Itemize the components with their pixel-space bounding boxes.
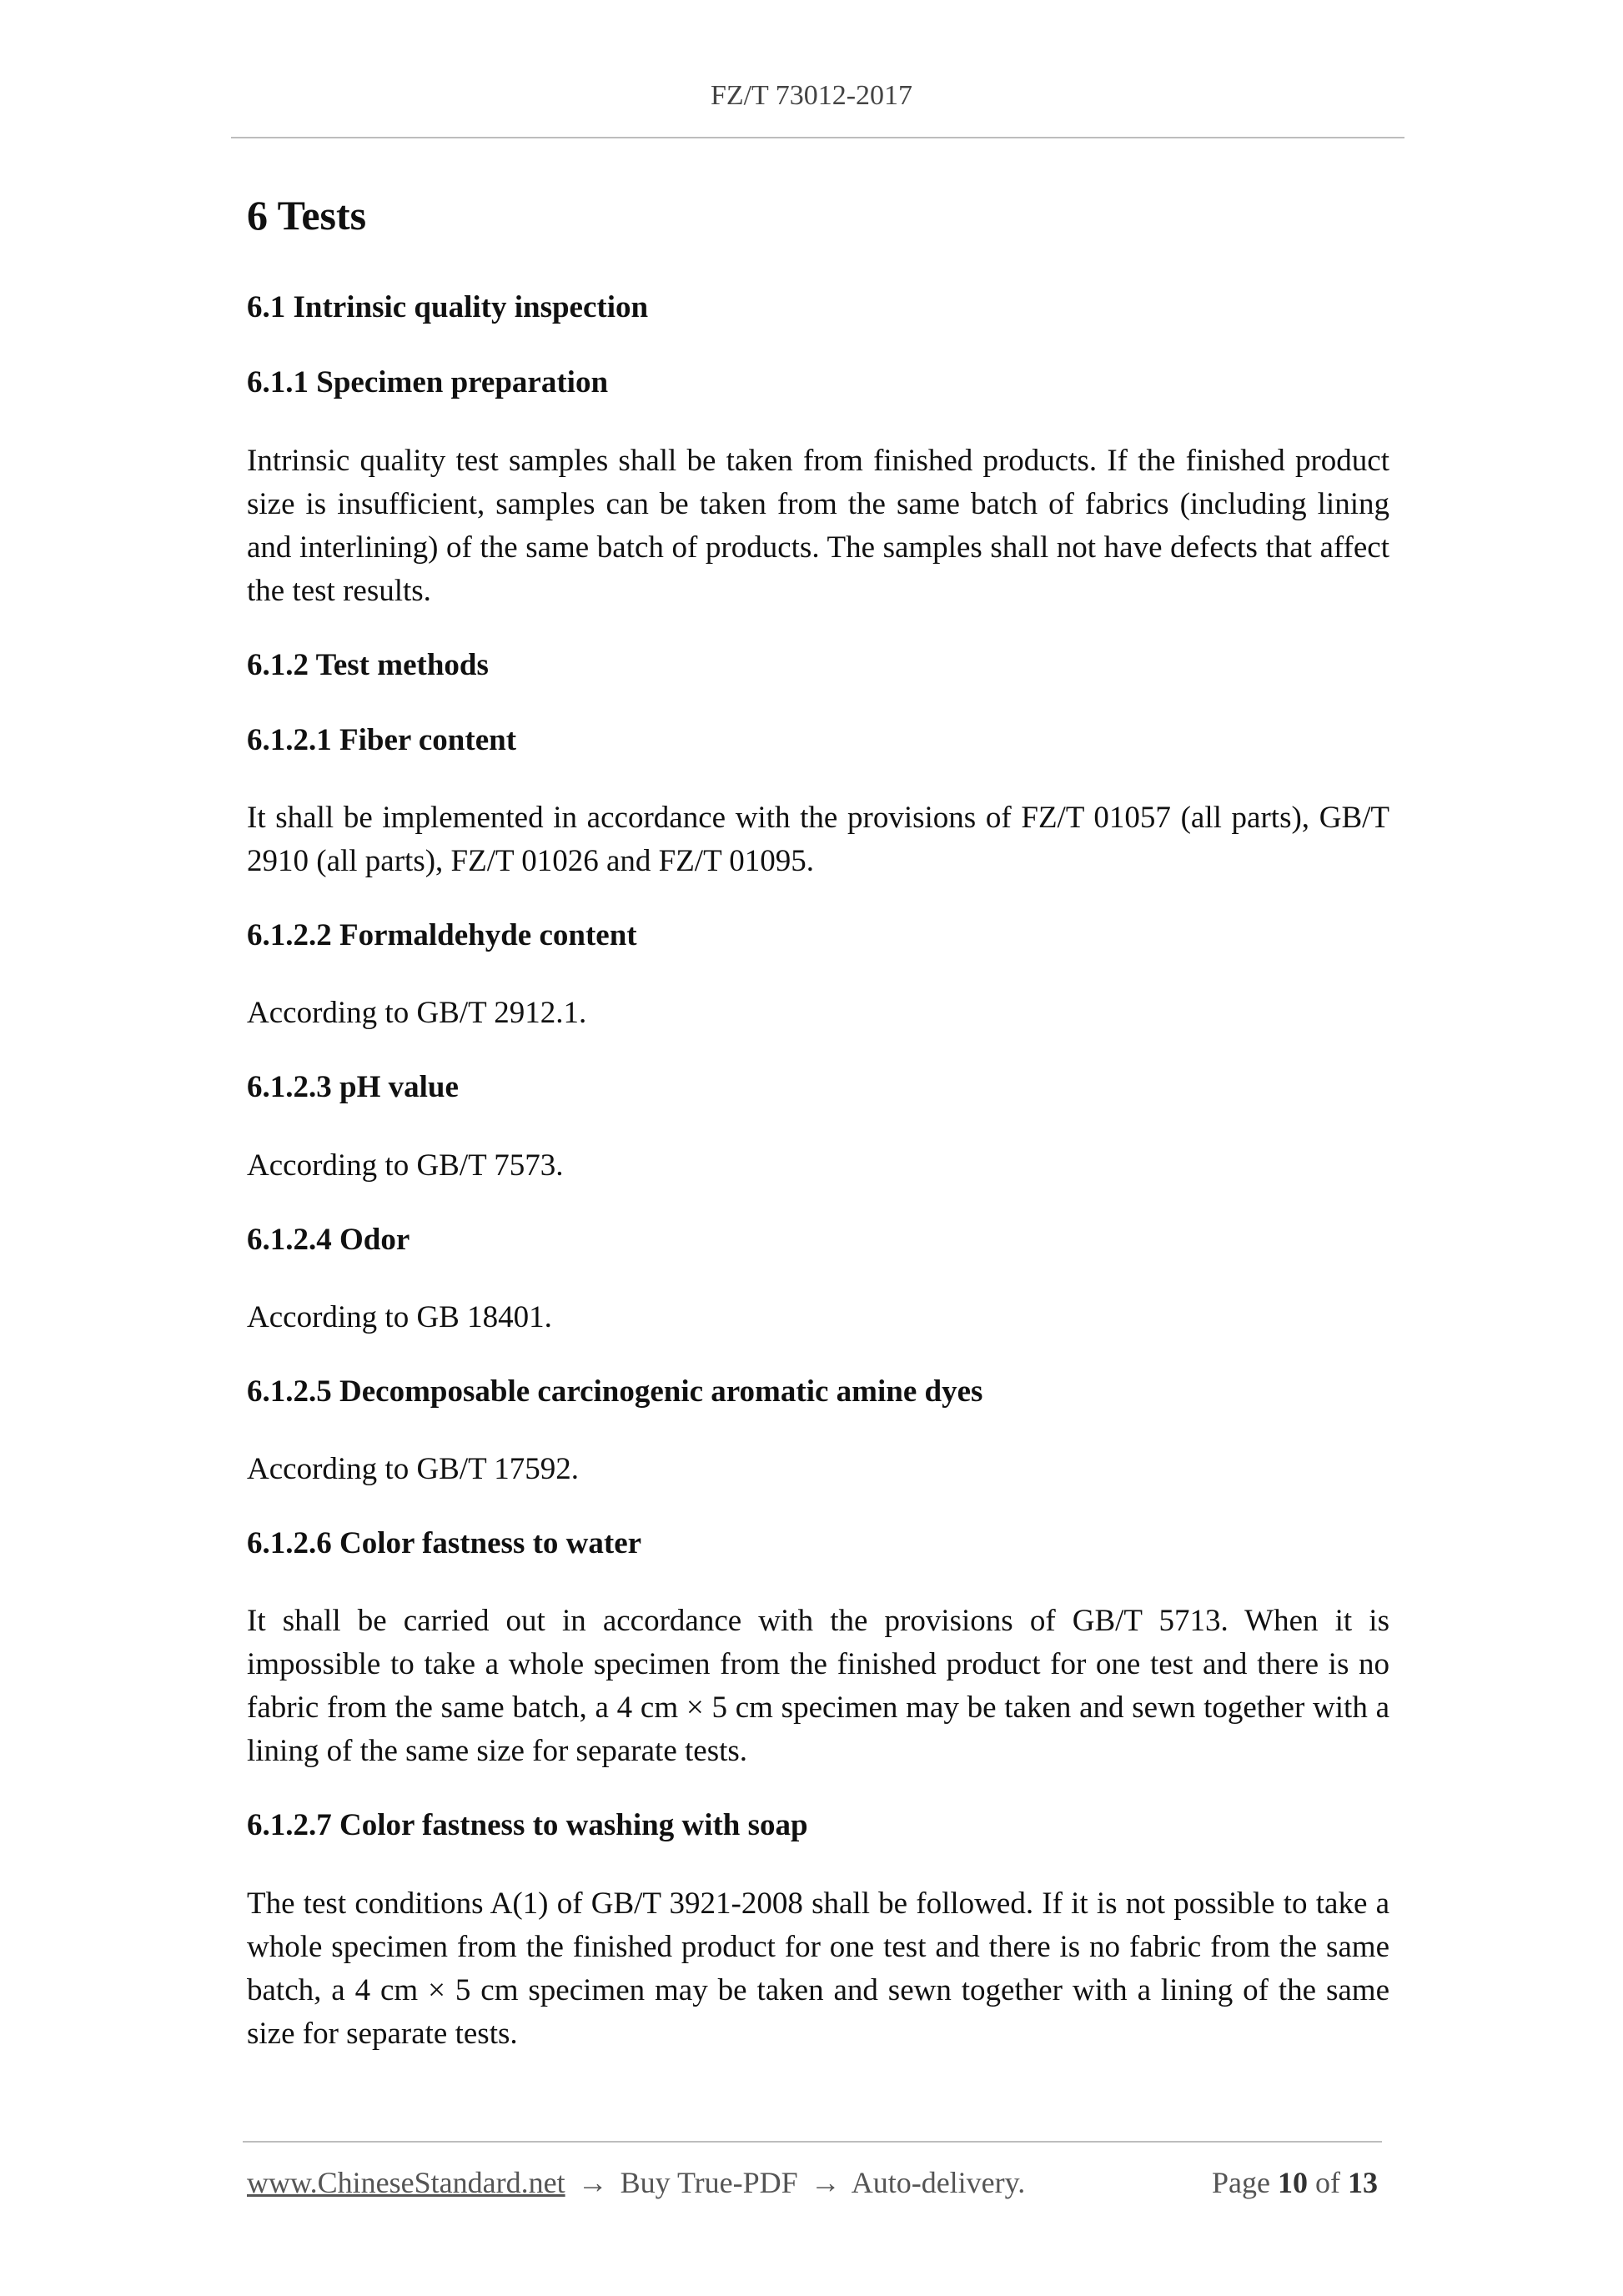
heading-6-1-2-3: 6.1.2.3 pH value (247, 1070, 459, 1105)
footer (247, 2165, 1378, 2200)
heading-6-1-2-2: 6.1.2.2 Formaldehyde content (247, 918, 637, 952)
footer-divider (243, 2141, 1382, 2143)
heading-6-1-2-1: 6.1.2.1 Fiber content (247, 722, 517, 757)
paragraph-6-1-1: Intrinsic quality test samples shall be taken from finished products. If the finished product size is insufficient, samples can be taken from the same batch of fabrics (including lining and interlining) of the same batch of products. The samples shall not have defects that affect the test results. (247, 443, 1389, 608)
heading-6-1-2-7: 6.1.2.7 Color fastness to washing with soap (247, 1808, 808, 1843)
page-total: 13 (1348, 2166, 1378, 2199)
header-divider (231, 137, 1404, 138)
heading-6-1-2-4: 6.1.2.4 Odor (247, 1222, 410, 1257)
arrow-icon: → (577, 2166, 608, 2199)
paragraph-6-1-2-2: According to GB/T 2912.1. (247, 996, 587, 1031)
of-label: of (1315, 2166, 1340, 2199)
heading-6-1-2-6: 6.1.2.6 Color fastness to water (247, 1526, 642, 1560)
paragraph-6-1-2-3: According to GB/T 7573. (247, 1148, 564, 1183)
section-title: 6 Tests (247, 192, 367, 239)
delivery-text: Auto-delivery. (851, 2166, 1026, 2199)
page-current: 10 (1278, 2166, 1308, 2199)
page-label: Page (1212, 2166, 1270, 2199)
site-link[interactable]: www.ChineseStandard.net (247, 2166, 565, 2199)
heading-6-1-2-5: 6.1.2.5 Decomposable carcinogenic aromatic amine dyes (247, 1374, 983, 1409)
paragraph-6-1-2-1: It shall be implemented in accordance with the provisions of FZ/T 01057 (all parts), GB/T 2910 (all parts), FZ/T 01026 and FZ/T 01095. (247, 801, 1389, 878)
arrow-icon: → (810, 2166, 841, 2199)
page-indicator (1212, 2165, 1378, 2200)
page-body (247, 190, 1389, 2089)
document-code: FZ/T 73012-2017 (710, 80, 913, 111)
buy-link[interactable]: Buy True-PDF (620, 2166, 798, 2199)
heading-6-1-1: 6.1.1 Specimen preparation (247, 365, 609, 400)
paragraph-6-1-2-5: According to GB/T 17592. (247, 1452, 580, 1486)
paragraph-6-1-2-6: It shall be carried out in accordance with the provisions of GB/T 5713. When it is impossible to take a whole specimen from the finished product for one test and there is no fabric from the same batch, a 4 cm × 5 cm specimen may be taken and sewn together with a lining of the same size for separate tests. (247, 1604, 1389, 1769)
heading-6-1: 6.1 Intrinsic quality inspection (247, 290, 649, 324)
paragraph-6-1-2-4: According to GB 18401. (247, 1299, 552, 1334)
paragraph-6-1-2-7: The test conditions A(1) of GB/T 3921-2008 shall be followed. If it is not possible to take a whole specimen from the finished product for one test and there is no fabric from the same batch, a 4 cm × 5 cm specimen may be taken and sewn together with a lining of the same size for separate tests. (247, 1886, 1389, 2051)
heading-6-1-2: 6.1.2 Test methods (247, 647, 489, 682)
